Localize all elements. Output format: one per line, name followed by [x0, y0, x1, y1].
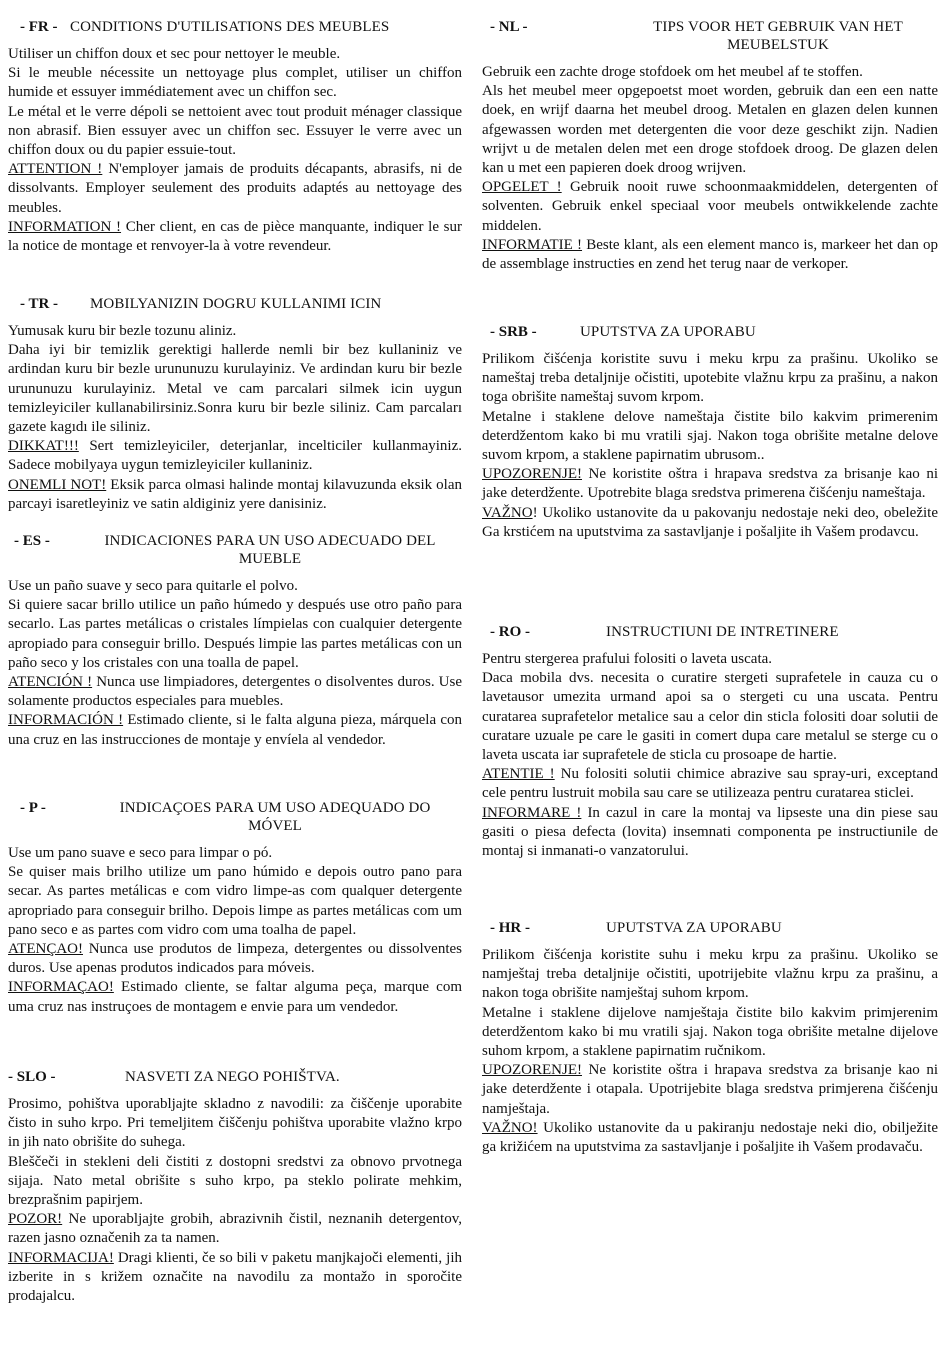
paragraph-text: Nunca use limpiadores, detergentes o disolventes duros. Use solamente productos especiales para muebles. — [8, 674, 462, 710]
paragraph-text: Eksik parca olmasi halinde montaj kilavuzunda eksik olan parcayi isaretleyiniz ve satin aldiginiz yere danisiniz. — [8, 476, 462, 512]
paragraph-text: Estimado cliente, se faltar alguma peça, marque com uma cruz nas instruçoes de montagem e envie para um vendedor. — [8, 979, 463, 1015]
section-title: UPUTSTVA ZA UPORABU — [580, 324, 756, 340]
paragraph-text: Sert temizleyiciler, deterjanlar, incelticiler kullanmayiniz. Sadece mobilyaya uygun temizleyiciler kullaniniz. — [8, 438, 463, 474]
paragraph — [8, 596, 462, 673]
section-title: UPUTSTVA ZA UPORABU — [606, 920, 782, 936]
notice-paragraph — [8, 476, 462, 514]
notice-paragraph — [8, 1210, 462, 1248]
notice-paragraph — [8, 940, 462, 978]
paragraph-text: Nu folositi solutii chimice abrazive sau spray-uri, exceptand cele pentru lustruit mobila sau care se utilizeaza pentru curatarea sticlei. — [482, 766, 938, 802]
section-title: INDICACIONES PARA UN USO ADECUADO DEL MUEBLE — [104, 533, 436, 567]
section-srb — [482, 323, 938, 542]
paragraph-text: In cazul in care la montaj va lipseste una din piese sau gasiti o piesa defecta (lovita) insemnati componenta pe instructiunile de montaj si inmanati-o vanzatorului. — [482, 804, 938, 860]
notice-label: ATTENTION ! — [8, 161, 103, 178]
notice-label: VAŽNO — [482, 504, 533, 521]
paragraph-text: Use un paño suave y seco para quitarle el polvo. — [8, 578, 298, 594]
language-code: - TR - — [20, 296, 59, 312]
section-heading — [482, 919, 938, 937]
notice-label: ATENCIÓN ! — [8, 674, 93, 691]
paragraph — [482, 408, 938, 466]
language-code: - NL - — [490, 19, 528, 35]
section-title: INDICAÇOES PARA UM USO ADEQUADO DO MÓVEL — [119, 800, 431, 834]
paragraph-text: Le métal et le verre dépoli se nettoient avec tout produit ménager classique non abrasif. Bien essuyer avec un chiffon sec. Essuyer le verre avec un chiffon doux ou du papier essuie-tout. — [8, 103, 462, 159]
paragraph-text: Utiliser un chiffon doux et sec pour nettoyer le meuble. — [8, 46, 341, 62]
paragraph-text: Pentru stergerea prafului folositi o laveta uscata. — [482, 651, 773, 667]
paragraph-text: Prosimo, pohištva uporabljajte skladno z navodili: za čiščenje uporabite čisto in suho krpo. Pri temeljitem čiščenju pohištva uporabite vlažno krpo in jih nato obrišite do suhega. — [8, 1096, 462, 1151]
notice-paragraph — [8, 437, 462, 475]
notice-label: INFORMAÇAO! — [8, 979, 114, 996]
notice-paragraph — [482, 1061, 938, 1119]
paragraph-text: Metalne i staklene delove nameštaja čistite bilo kakvim primerenim deterdžentom kako bi mu vratili sjaj. Nakon toga obrišite metalne delove suvom krpom, a staklene papirnatim ubrusom.. — [482, 408, 938, 464]
notice-paragraph — [482, 178, 938, 236]
section-fr — [8, 18, 462, 256]
notice-label: INFORMACIÓN ! — [8, 712, 124, 729]
language-code: - FR - — [20, 19, 58, 35]
paragraph-text: Beste klant, als een element manco is, markeer het dan op de assemblage instructies en zend het terug naar de verkoper. — [482, 236, 939, 273]
notice-label: INFORMARE ! — [482, 804, 582, 821]
section-heading — [482, 323, 938, 341]
paragraph — [482, 350, 938, 408]
section-slo — [8, 1068, 462, 1306]
section-heading — [8, 295, 462, 313]
notice-label: INFORMATION ! — [8, 218, 122, 235]
language-code: - SRB - — [490, 324, 537, 340]
section-title: INSTRUCTIUNI DE INTRETINERE — [606, 624, 839, 640]
notice-label: DIKKAT!!! — [8, 438, 79, 455]
paragraph — [8, 844, 462, 863]
section-heading — [482, 18, 938, 54]
paragraph-text: Ne koristite oštra i hrapava sredstva za brisanje kao ni jake deterdžente i otapala. Upotrijebite blaga sredstva primjerena čišćenju namještaja. — [482, 1062, 938, 1117]
notice-paragraph — [8, 1249, 462, 1307]
paragraph — [8, 322, 462, 341]
notice-paragraph — [482, 504, 938, 542]
paragraph-text: Als het meubel meer opgepoetst moet worden, gebruik dan een een natte doek, en wrijf daarna het meubel droog. Metalen en glazen delen kunnen afgewassen worden met detergenten die voor deze geschikt zijn. Nadien wrijvt u de metalen delen met een droge stofdoek droog. De glazen delen kan u met een papieren doek droog wrijven. — [482, 83, 938, 177]
notice-label: ATENÇAO! — [8, 941, 83, 958]
section-heading — [8, 18, 462, 36]
section-ro — [482, 623, 938, 861]
paragraph-text: N'employer jamais de produits décapants, abrasifs, ni de dissolvants. Employer seulement des produits adaptés au nettoyage des meubles. — [8, 161, 463, 216]
notice-label: POZOR! — [8, 1211, 63, 1228]
paragraph — [8, 341, 462, 437]
paragraph-text: Ukoliko ustanovite da u pakiranju nedostaje neki dio, obilježite ga križićem na uputstvima za sastavljanje i pošaljite ih Vašem prodavaču. — [482, 1119, 939, 1156]
section-p — [8, 799, 462, 1017]
paragraph-text: Si le meuble nécessite un nettoyage plus complet, utiliser un chiffon humide et essuyer immédiatement avec un chiffon sec. — [8, 65, 462, 101]
notice-label: UPOZORENJE! — [482, 466, 582, 483]
notice-paragraph — [482, 1119, 938, 1157]
notice-paragraph — [482, 804, 938, 862]
paragraph-text: Se quiser mais brilho utilize um pano húmido e depois outro pano para secar. As partes metálicas e com vidro limpe-as com qualquer detergente apropriado para conseguir brilho. Depois limpe as partes metálicas com um pano seco e as partes com vidro com uma toalha de papel. — [8, 864, 462, 938]
section-nl — [482, 18, 938, 274]
language-code: - RO - — [490, 624, 530, 640]
section-title: CONDITIONS D'UTILISATIONS DES MEUBLES — [70, 19, 390, 35]
section-heading — [8, 1068, 462, 1086]
paragraph-text: Yumusak kuru bir bezle tozunu aliniz. — [8, 323, 237, 339]
paragraph-text: Ne uporabljajte grobih, abrazivnih čistil, neznanih detergentov, razen jasno označenih za ta namen. — [8, 1211, 463, 1247]
paragraph-text: Prilikom čišćenja koristite suhu i meku krpu za prašinu. Ukoliko se namještaj treba detaljnije očistiti, upotrijebite vlažnu krpu za prašinu, a nakon toga obrišite namještaj suhom krpom. — [482, 947, 938, 1002]
notice-paragraph — [482, 465, 938, 503]
section-tr — [8, 295, 462, 514]
notice-label: ATENTIE ! — [482, 766, 555, 783]
paragraph-text: Dragi klienti, če so bili v paketu manjkajoči elementi, jih izberite in s križem označite na navodilu za montažo in sporočite prodajalcu. — [8, 1249, 462, 1305]
language-code: - P - — [20, 800, 46, 816]
paragraph-text: Gebruik een zachte droge stofdoek om het meubel af te stoffen. — [482, 64, 863, 80]
paragraph — [482, 1004, 938, 1062]
paragraph — [482, 946, 938, 1004]
notice-label: VAŽNO! — [482, 1119, 538, 1136]
section-heading — [8, 799, 462, 835]
section-heading — [8, 532, 462, 568]
notice-paragraph — [482, 236, 938, 274]
paragraph-text: Bleščeči in stekleni deli čistiti z dostopni sredstvi za obnovo prvotnega sijaja. Nato metal obrišite s suho krpo, pa steklo polirate mehkim, brezprašnim papirjem. — [8, 1153, 462, 1209]
paragraph-text: Daca mobila dvs. necesita o curatire stergeti suprafetele in cauza cu o lavetausor umezita urmand apoi sa o stergeti cu una uscata. Pentru curatarea suprafetelor metalice sau a celor din sticla folositi doar solutii de curatare uzuale pe care le gasiti in comert dupa care metalul se sterge cu o laveta uscata iar suprafetele de sticla cu prosoape de hartie. — [482, 670, 938, 764]
paragraph — [8, 577, 462, 596]
paragraph — [8, 863, 462, 940]
paragraph — [482, 650, 938, 669]
paragraph-text: Ne koristite oštra i hrapava sredstva za brisanje kao ni jake deterdžente. Upotrebite blaga sredstva primerena čišćenju nameštaja. — [482, 466, 938, 502]
notice-label: ONEMLI NOT! — [8, 476, 107, 493]
paragraph-text: Metalne i staklene dijelove namještaja čistite bilo kakvim primjerenim deterdžentom kako bi mu vratili sjaj. Nakon toga obrišite metalne dijelove suhom krpom, a staklene papirnatim ručnikom. — [482, 1004, 938, 1060]
notice-paragraph — [482, 765, 938, 803]
notice-paragraph — [8, 711, 462, 749]
paragraph — [482, 82, 938, 178]
section-heading — [482, 623, 938, 641]
paragraph-text: Si quiere sacar brillo utilice un paño húmedo y después use otro paño para secarlo. Las partes metálicas o cristales límpielas con cualquier detergente apropiado para conseguir brillo. Después limpie las partes metálicas con un paño seco y los cristales con una toalla de papel. — [8, 597, 462, 671]
notice-label: INFORMATIE ! — [482, 236, 583, 253]
notice-paragraph — [8, 218, 462, 256]
paragraph-text: Gebruik nooit ruwe schoonmaakmiddelen, detergenten of solventen. Gebruik enkel speciaal voor meubels ontwikkelende zachte middelen. — [482, 179, 938, 234]
language-code: - ES - — [14, 533, 50, 549]
section-title: NASVETI ZA NEGO POHIŠTVA. — [125, 1069, 340, 1085]
notice-paragraph — [8, 978, 462, 1016]
paragraph — [8, 103, 462, 161]
notice-label: UPOZORENJE! — [482, 1062, 582, 1079]
section-title: TIPS VOOR HET GEBRUIK VAN HET MEUBELSTUK — [653, 19, 903, 53]
language-code: - HR - — [490, 920, 530, 936]
section-title: MOBILYANIZIN DOGRU KULLANIMI ICIN — [90, 296, 382, 312]
paragraph — [482, 669, 938, 765]
section-es — [8, 532, 462, 750]
notice-label: INFORMACIJA! — [8, 1249, 114, 1266]
notice-paragraph — [8, 673, 462, 711]
paragraph-text: Nunca use produtos de limpeza, detergentes ou dissolventes duros. Use apenas produtos indicados para móveis. — [8, 941, 462, 977]
paragraph — [8, 1095, 462, 1153]
paragraph-text: Prilikom čišćenja koristite suvu i meku krpu za prašinu. Ukoliko se nameštaj treba detaljnije očistiti, upotebite vlažnu krpu za prašinu, a nakon toga obrišite nameštaj suvom krpom. — [482, 351, 938, 406]
paragraph — [8, 1153, 462, 1211]
paragraph-text: Use um pano suave e seco para limpar o pó. — [8, 845, 273, 861]
paragraph-text: Estimado cliente, si le falta alguna pieza, márquela con una cruz en las instrucciones de montaje y envíela al vendedor. — [8, 712, 463, 748]
paragraph-text: Cher client, en cas de pièce manquante, indiquer le sur la notice de montage et renvoyer-la à votre revendeur. — [8, 218, 462, 255]
paragraph — [8, 45, 462, 64]
paragraph — [482, 63, 938, 82]
notice-paragraph — [8, 160, 462, 218]
paragraph-text: Daha iyi bir temizlik gerektigi hallerde nemli bir bez kullaniniz ve ardindan kuru bir bezle urununuzu kurulayiniz. Ve ardindan kuru bir bezle urununuzu kurulayiniz. Metal ve cam parcalari silmek icin uygun temizleyiciler kullanabilirsiniz.Sonra kuru bir bezle siliniz. Cam parcaları gazete kagıdı ile siliniz. — [8, 342, 462, 436]
section-hr — [482, 919, 938, 1157]
language-code: - SLO - — [8, 1069, 56, 1085]
notice-label: OPGELET ! — [482, 179, 562, 196]
paragraph — [8, 64, 462, 102]
paragraph-text: ! Ukoliko ustanovite da u pakovanju nedostaje neki deo, obeležite Ga krstićem na uputstvima za sastavljanje i pošaljite ih Vašem prodavcu. — [482, 504, 938, 540]
